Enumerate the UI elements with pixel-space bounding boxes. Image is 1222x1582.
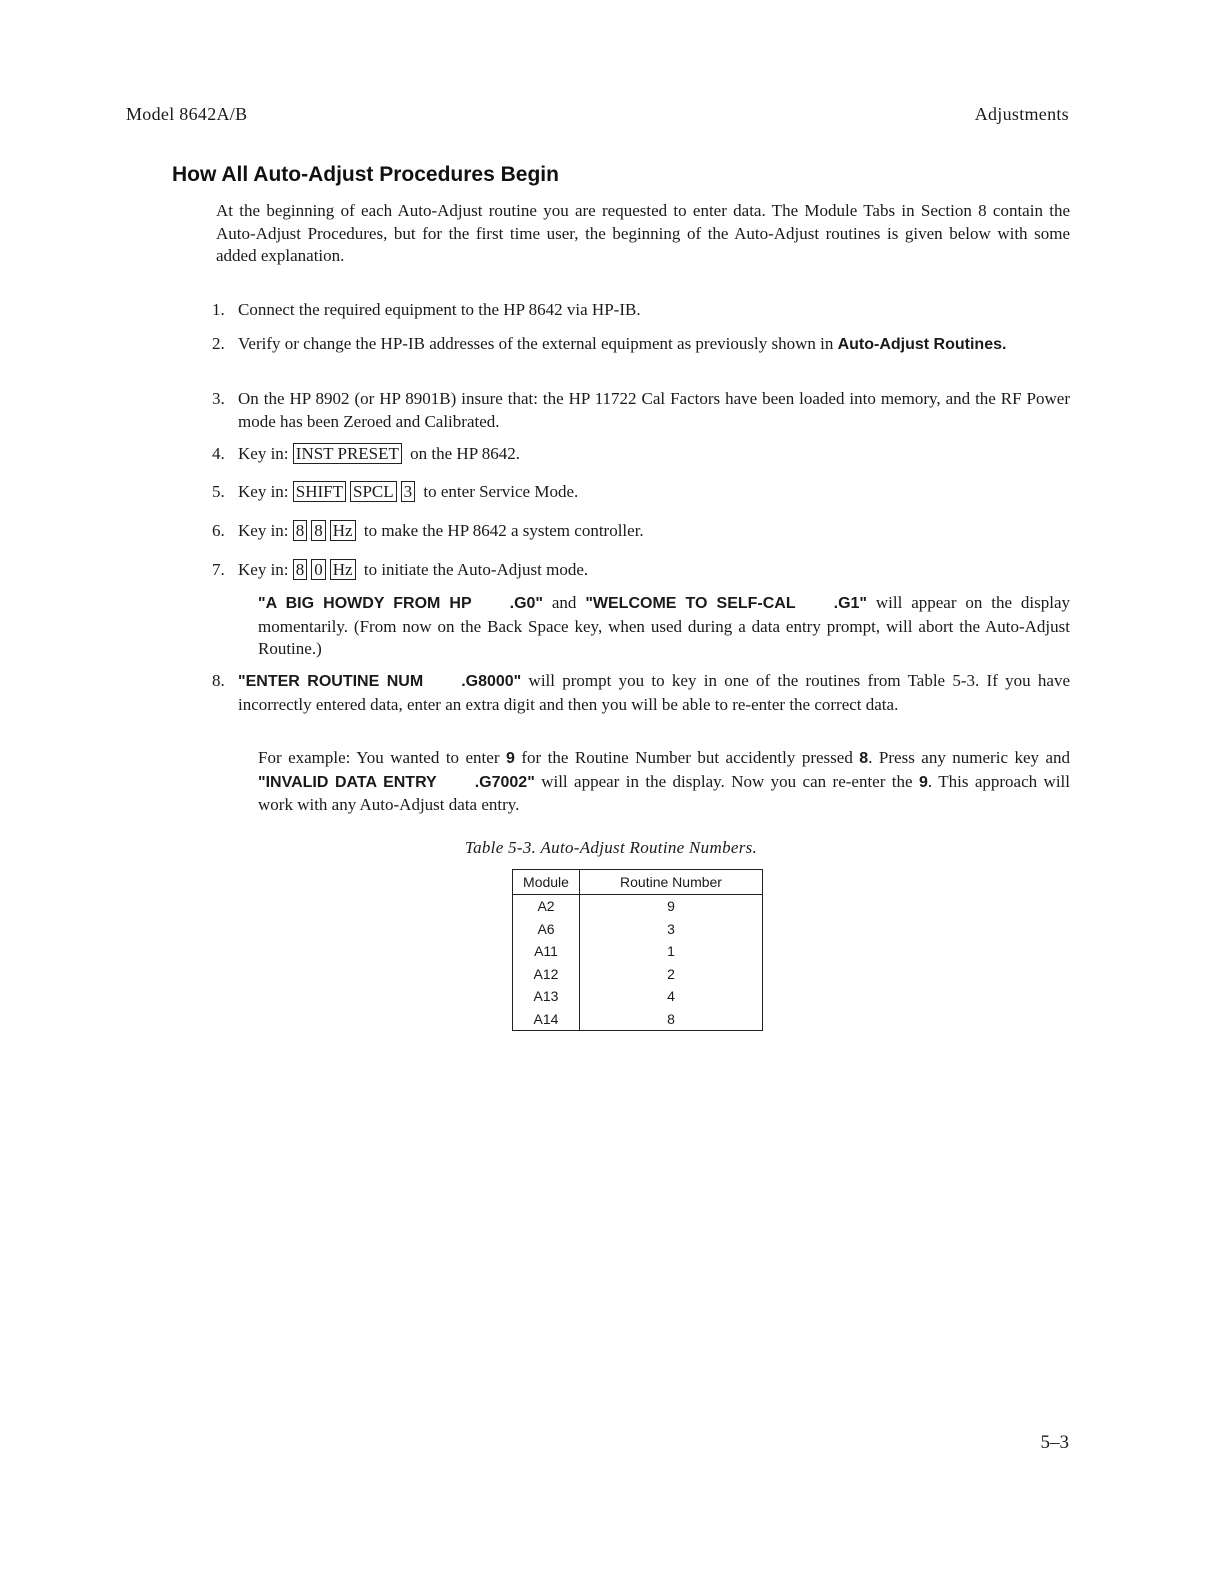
digit-3-key: 3 [401,481,416,502]
table-header-row [513,870,763,895]
routine-cell: 8 [580,1008,763,1031]
note-value: 9 [918,773,928,791]
module-cell: A14 [513,1008,580,1031]
column-header-routine: Routine Number [580,870,763,895]
digit-0-key: 0 [311,559,326,580]
display-code: .G0" [509,595,544,612]
step-7-note [258,592,1070,661]
table-row [513,1008,763,1031]
table-row [513,963,763,986]
note-text: . Press any numeric key and [868,748,1071,767]
display-message: "A BIG HOWDY FROM HP [258,595,472,612]
header-model: Model 8642A/B [126,104,248,124]
page-number: 5–3 [1040,1432,1069,1453]
inst-preset-key: INST PRESET [293,443,402,464]
display-message: "INVALID DATA ENTRY [258,773,437,791]
step-number: 5. [212,482,225,501]
section-title: How All Auto-Adjust Procedures Begin [172,163,559,186]
key-in-label: Key in: [238,521,289,540]
digit-8-key: 8 [311,520,326,541]
hz-key: Hz [330,559,356,580]
routine-cell: 1 [580,940,763,963]
step-number: 1. [212,300,225,319]
step-number: 3. [212,389,225,408]
table-row [513,940,763,963]
note-text: and [551,593,577,612]
module-cell: A6 [513,918,580,941]
step-1 [212,299,1070,322]
step-text: to enter Service Mode. [423,482,579,501]
routine-cell: 9 [580,895,763,918]
spcl-key: SPCL [350,481,397,502]
display-code: .G7002" [474,773,535,791]
step-text: to initiate the Auto-Adjust mode. [363,560,589,579]
key-in-label: Key in: [238,560,289,579]
column-header-module: Module [513,870,580,895]
step-text: Connect the required equipment to the HP 8642 via HP-IB. [238,300,641,319]
step-number: 4. [212,444,225,463]
routine-number-table [512,869,763,1031]
step-text: Verify or change the HP-IB addresses of the external equipment as previously shown in [238,334,834,353]
display-message: "WELCOME TO SELF-CAL [585,595,796,612]
step-7 [212,559,1070,582]
table-row [513,985,763,1008]
routine-cell: 4 [580,985,763,1008]
note-value: 8 [859,750,869,767]
table-caption: Table 5-3. Auto-Adjust Routine Numbers. [464,838,758,857]
step-number: 2. [212,334,225,353]
digit-8-key: 8 [293,559,308,580]
note-text: will appear in the display. Now you can re-enter the [541,771,913,791]
step-2 [212,333,1070,357]
routine-cell: 3 [580,918,763,941]
step-text: On the HP 8902 (or HP 8901B) insure that: the HP 11722 Cal Factors have been loaded into memory, and the RF Power mode has been Zeroed and Calibrated. [238,389,1070,431]
step-number: 7. [212,560,225,579]
note-text: For example: You wanted to enter [258,748,500,767]
shift-key: SHIFT [293,481,346,502]
note-text: will appear on the display momentarily. (From now on the Back Space key, when used during a data entry prompt, will abort the Auto-Adjust Routine.) [258,593,1070,658]
step-ref-bold: Auto-Adjust Routines [837,336,1002,353]
step-number: 6. [212,521,225,540]
step-8-note [258,747,1070,817]
step-6 [212,520,1070,543]
step-3 [212,388,1070,433]
key-in-label: Key in: [238,444,289,463]
intro-paragraph: At the beginning of each Auto-Adjust routine you are requested to enter data. The Module Tabs in Section 8 contain the Auto-Adjust Procedures, but for the first time user, the beginning of the Auto-Adjust routines is given below with some added explanation. [216,201,1070,265]
digit-8-key: 8 [293,520,308,541]
module-cell: A2 [513,895,580,918]
step-4 [212,443,1070,466]
display-message: "ENTER ROUTINE NUM [238,673,424,690]
module-cell: A11 [513,940,580,963]
step-text: on the HP 8642. [410,444,521,463]
step-5 [212,481,1070,504]
note-value: 9 [505,750,515,767]
step-8 [212,670,1070,716]
table-row [513,918,763,941]
header-section: Adjustments [974,104,1069,124]
display-code: .G1" [833,595,867,612]
hz-key: Hz [330,520,356,541]
module-cell: A12 [513,963,580,986]
step-text: will prompt you to key in one of the routines from Table 5-3. If you have incorrectly entered data, enter an extra digit and then you will be able to re-enter the correct data. [238,671,1070,714]
table-row [513,895,763,918]
key-in-label: Key in: [238,482,289,501]
display-code: .G8000" [461,673,522,690]
note-text: . This approach will work with any Auto-Adjust data entry. [258,771,1070,814]
module-cell: A13 [513,985,580,1008]
step-ref-end: . [1002,336,1007,353]
note-text: for the Routine Number but accidently pressed [521,748,853,767]
routine-cell: 2 [580,963,763,986]
step-number: 8. [212,671,225,690]
step-text: to make the HP 8642 a system controller. [363,521,644,540]
